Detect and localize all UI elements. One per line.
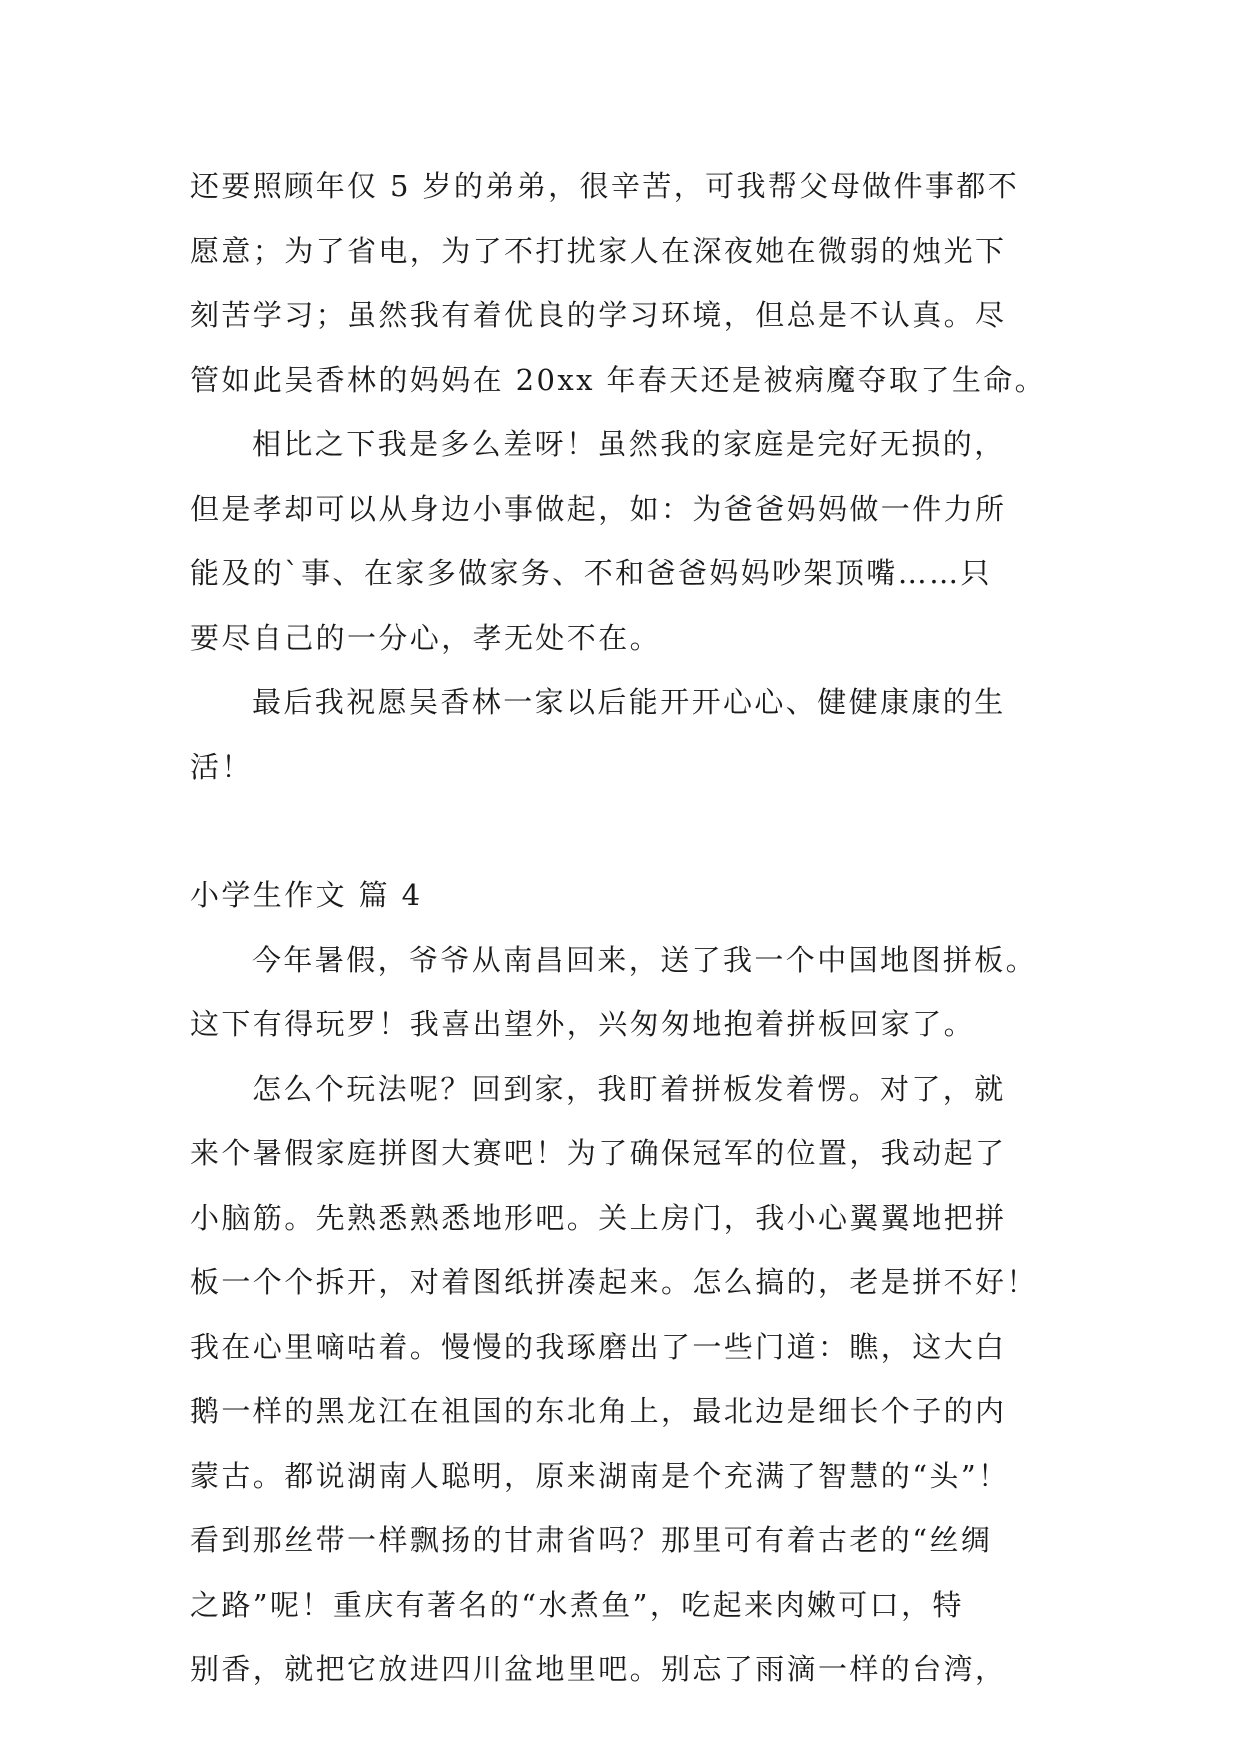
text-line: 能及的`事、在家多做家务、不和爸爸妈妈吵架顶嘴……只 [190,556,992,590]
section-heading: 小学生作文 篇 4 [190,878,423,912]
text-line: 刻苦学习；虽然我有着优良的学习环境，但总是不认真。尽 [190,298,1007,332]
document-body [190,154,1070,1702]
text-line: 之路”呢！重庆有著名的“水煮鱼”，吃起来肉嫩可口，特 [190,1587,964,1622]
text-line: 鹅一样的黑龙江在祖国的东北角上，最北边是细长个子的内 [190,1394,1007,1428]
paragraph-1 [190,154,1070,412]
text-line: 活！ [190,749,253,784]
text-line: 怎么个玩法呢？回到家，我盯着拼板发着愣。对了，就 [252,1071,1006,1106]
text-line: 但是孝却可以从身边小事做起，如：为爸爸妈妈做一件力所 [190,491,1007,526]
paragraph-5 [190,1057,1070,1702]
text-line: 要尽自己的一分心，孝无处不在。 [190,620,662,655]
paragraph-3 [190,670,1070,799]
text-line: 我在心里嘀咕着。慢慢的我琢磨出了一些门道：瞧，这大白 [190,1329,1007,1364]
text-line: 小脑筋。先熟悉熟悉地形吧。关上房门，我小心翼翼地把拼 [190,1200,1007,1235]
text-line: 蒙古。都说湖南人聪明，原来湖南是个充满了智慧的“头”！ [190,1458,1010,1493]
text-line: 相比之下我是多么差呀！虽然我的家庭是完好无损的， [252,427,1006,461]
text-line: 愿意；为了省电，为了不打扰家人在深夜她在微弱的烛光下 [190,233,1007,268]
text-line: 来个暑假家庭拼图大赛吧！为了确保冠军的位置，我动起了 [190,1136,1007,1170]
text-line: 板一个个拆开，对着图纸拼凑起来。怎么搞的，老是拼不好！ [190,1265,1038,1299]
text-line: 今年暑假，爷爷从南昌回来，送了我一个中国地图拼板。 [252,942,1038,977]
text-line: 这下有得玩罗！我喜出望外，兴匆匆地抱着拼板回家了。 [190,1007,976,1041]
text-line: 看到那丝带一样飘扬的甘肃省吗？那里可有着古老的“丝绸 [190,1523,993,1557]
text-line: 还要照顾年仅 5 岁的弟弟，很辛苦，可我帮父母做件事都不 [190,169,1020,203]
paragraph-2 [190,412,1070,670]
text-line: 别香，就把它放进四川盆地里吧。别忘了雨滴一样的台湾， [190,1652,1007,1686]
text-line: 最后我祝愿吴香林一家以后能开开心心、健健康康的生 [252,685,1006,719]
paragraph-4 [190,928,1070,1057]
text-line: 管如此吴香林的妈妈在 20xx 年春天还是被病魔夺取了生命。 [190,362,1047,397]
